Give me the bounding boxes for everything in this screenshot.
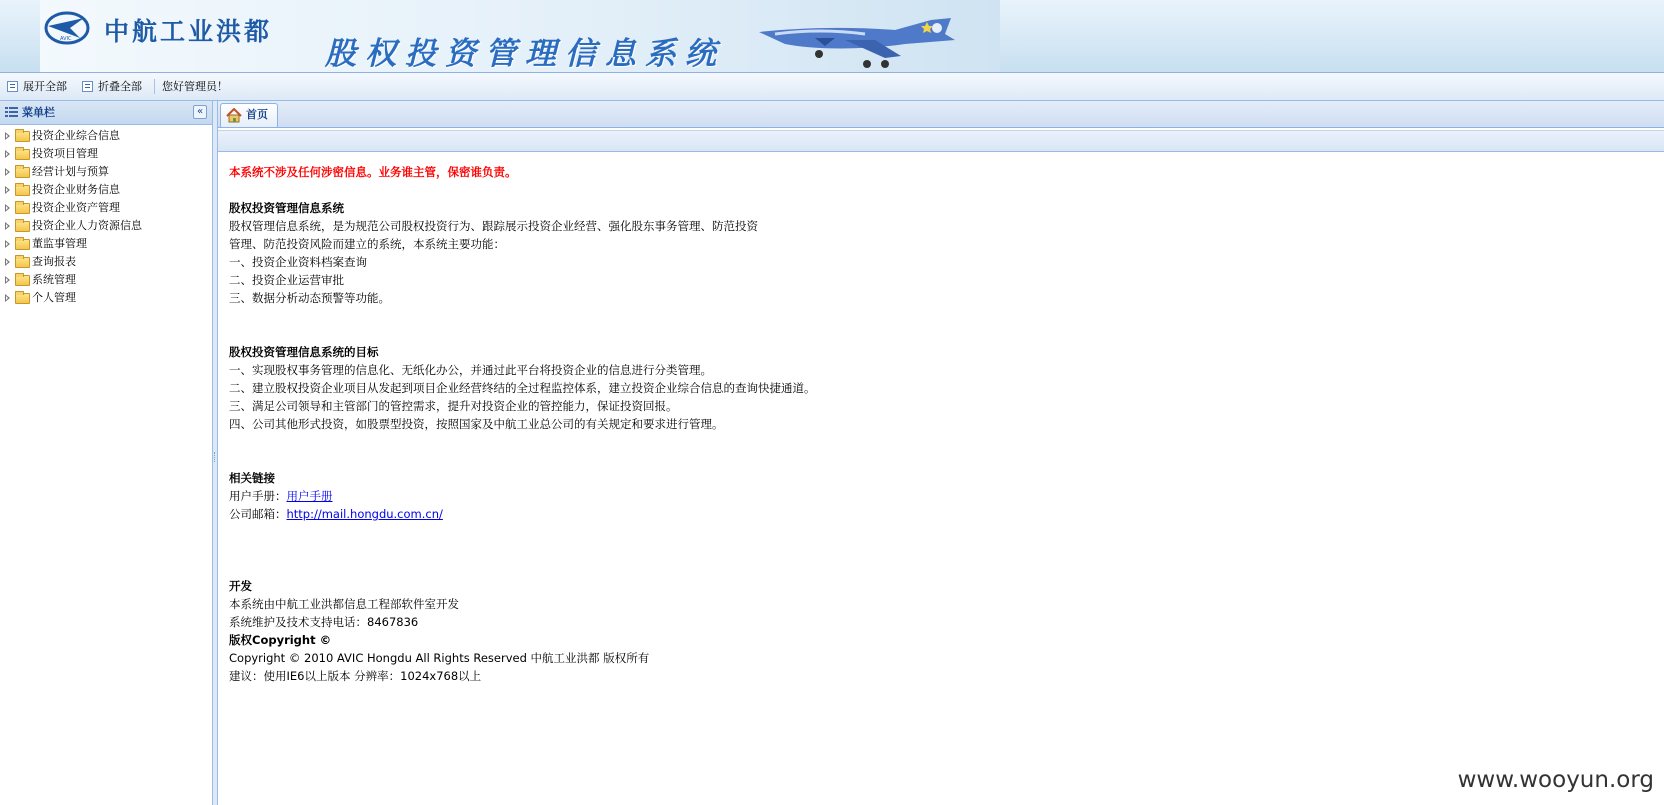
copyright-title: 版权Copyright © (229, 633, 332, 647)
sidebar-title: 菜单栏 (22, 106, 55, 119)
tree-item-label: 查询报表 (32, 255, 76, 268)
folder-icon (15, 275, 30, 286)
expand-arrow-icon[interactable] (5, 204, 10, 212)
tree-item-query-reports[interactable] (0, 253, 212, 271)
collapse-all-button[interactable] (82, 73, 146, 100)
tree-item-finance-info[interactable] (0, 181, 212, 199)
tree-item-system-management[interactable] (0, 271, 212, 289)
folder-icon (15, 293, 30, 304)
collapse-all-label: 折叠全部 (98, 80, 142, 93)
support-line: 系统维护及技术支持电话：8467836 (229, 615, 419, 629)
browser-advice: 建议：使用IE6以上版本 分辨率：1024x768以上 (229, 669, 482, 683)
expand-arrow-icon[interactable] (5, 258, 10, 266)
folder-icon (15, 203, 30, 214)
folder-icon (15, 131, 30, 142)
jet-image-icon (755, 10, 965, 72)
goals-title: 股权投资管理信息系统的目标 (229, 345, 379, 359)
collapse-all-icon (82, 81, 93, 92)
intro-text-line: 股权管理信息系统，是为规范公司股权投资行为、跟踪展示投资企业经营、强化股东事务管理、防范投资 (229, 219, 758, 233)
folder-icon (15, 167, 30, 178)
expand-arrow-icon[interactable] (5, 186, 10, 194)
avic-logo-icon (44, 11, 90, 45)
tree-item-asset-management[interactable] (0, 199, 212, 217)
links-title: 相关链接 (229, 471, 275, 485)
expand-arrow-icon[interactable] (5, 222, 10, 230)
folder-icon (15, 149, 30, 160)
sidebar (0, 101, 213, 805)
mail-label: 公司邮箱： (229, 507, 287, 521)
manual-label: 用户手册： (229, 489, 287, 503)
main-panel (218, 101, 1664, 805)
tree-item-business-plan[interactable] (0, 163, 212, 181)
tab-home[interactable] (220, 103, 278, 127)
tab-bar (218, 101, 1664, 128)
menu-tree (0, 127, 212, 307)
tree-item-label: 投资项目管理 (32, 147, 98, 160)
intro-title: 股权投资管理信息系统 (229, 201, 344, 215)
toolbar-divider (154, 79, 155, 94)
expand-arrow-icon[interactable] (5, 132, 10, 140)
goal-item: 四、公司其他形式投资，如股票型投资，按照国家及中航工业总公司的有关规定和要求进行管理。 (229, 417, 724, 431)
tree-item-label: 投资企业综合信息 (32, 129, 120, 142)
function-item: 一、投资企业资料档案查询 (229, 255, 367, 269)
toolbar (0, 73, 1664, 101)
tree-item-board-management[interactable] (0, 235, 212, 253)
tab-home-label: 首页 (246, 108, 268, 121)
tree-item-label: 系统管理 (32, 273, 76, 286)
sidebar-header (0, 101, 212, 125)
copyright-line: Copyright © 2010 AVIC Hongdu All Rights Reserved 中航工业洪都 版权所有 (229, 651, 650, 665)
logo-text: AVIC (60, 36, 72, 42)
security-warning: 本系统不涉及任何涉密信息。业务谁主管，保密谁负责。 (229, 165, 517, 179)
splitter-grip-icon[interactable] (214, 452, 217, 462)
system-title: 股权投资管理信息系统 (325, 36, 725, 72)
expand-arrow-icon[interactable] (5, 168, 10, 176)
expand-arrow-icon[interactable] (5, 240, 10, 248)
goal-item: 三、满足公司领导和主管部门的管控需求，提升对投资企业的管控能力，保证投资回报。 (229, 399, 678, 413)
tree-item-personal-management[interactable] (0, 289, 212, 307)
folder-icon (15, 257, 30, 268)
sidebar-collapse-button[interactable]: « (193, 105, 207, 119)
folder-icon (15, 221, 30, 232)
function-item: 二、投资企业运营审批 (229, 273, 344, 287)
company-name: 中航工业洪都 (104, 17, 273, 46)
goal-item: 一、实现股权事务管理的信息化、无纸化办公，并通过此平台将投资企业的信息进行分类管理。 (229, 363, 712, 377)
home-icon (226, 108, 242, 123)
home-content (229, 163, 1629, 685)
user-greeting: 您好管理员！ (162, 80, 228, 93)
tree-item-label: 投资企业人力资源信息 (32, 219, 142, 232)
user-manual-link[interactable]: 用户手册 (286, 489, 333, 503)
function-item: 三、数据分析动态预警等功能。 (229, 291, 390, 305)
tree-item-label: 个人管理 (32, 291, 76, 304)
intro-text-line: 管理、防范投资风险而建立的系统，本系统主要功能： (229, 237, 505, 251)
expand-all-button[interactable] (7, 73, 71, 100)
tab-toolbar-strip (218, 130, 1664, 152)
folder-icon (15, 185, 30, 196)
manual-link-row (229, 487, 1629, 505)
menu-list-icon (5, 107, 18, 118)
tree-item-label: 投资企业资产管理 (32, 201, 120, 214)
tree-item-project-management[interactable] (0, 145, 212, 163)
tree-item-hr-info[interactable] (0, 217, 212, 235)
expand-all-label: 展开全部 (23, 80, 67, 93)
folder-icon (15, 239, 30, 250)
dev-line: 本系统由中航工业洪都信息工程部软件室开发 (229, 597, 459, 611)
mail-link-row (229, 505, 1629, 523)
tree-item-label: 投资企业财务信息 (32, 183, 120, 196)
dev-title: 开发 (229, 579, 252, 593)
expand-all-icon (7, 81, 18, 92)
tree-item-investment-overview[interactable] (0, 127, 212, 145)
expand-arrow-icon[interactable] (5, 150, 10, 158)
expand-arrow-icon[interactable] (5, 294, 10, 302)
tree-item-label: 经营计划与预算 (32, 165, 109, 178)
goal-item: 二、建立股权投资企业项目从发起到项目企业经营终结的全过程监控体系，建立投资企业综合信息的查询快捷通道。 (229, 381, 816, 395)
watermark: www.wooyun.org (1457, 767, 1654, 793)
header-banner (0, 0, 1664, 73)
company-mail-link[interactable]: http://mail.hongdu.com.cn/ (286, 507, 443, 521)
expand-arrow-icon[interactable] (5, 276, 10, 284)
tree-item-label: 董监事管理 (32, 237, 87, 250)
